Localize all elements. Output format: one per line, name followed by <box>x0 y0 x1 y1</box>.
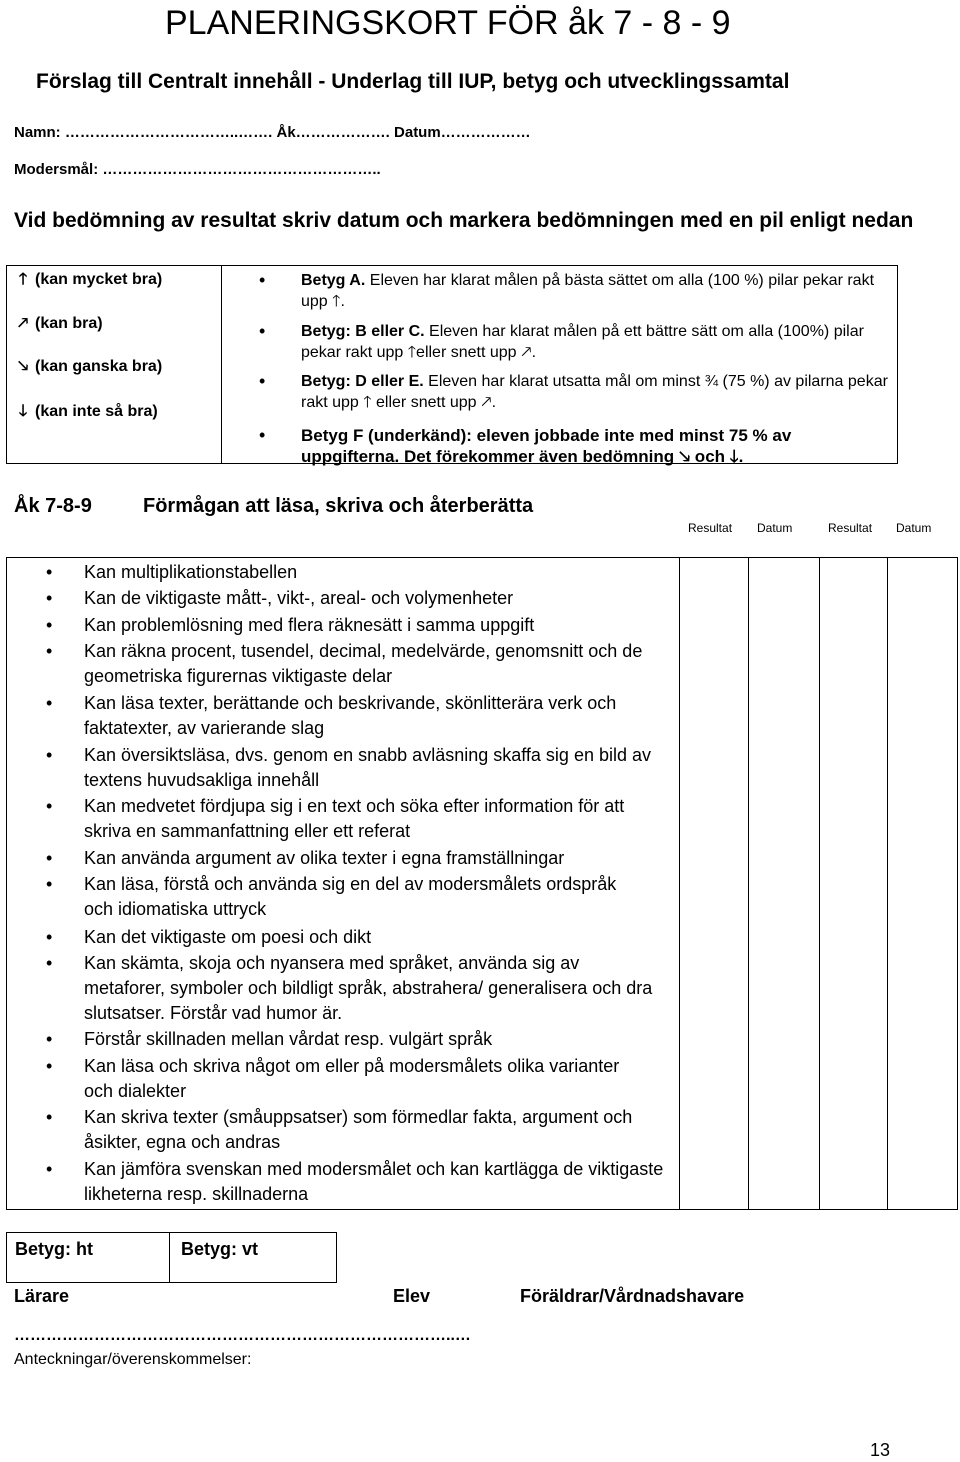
bullet-icon <box>46 613 52 638</box>
grade-boxes <box>6 1232 337 1283</box>
scale-item-very-good: 🡑 (kan mycket bra) <box>15 268 162 295</box>
teacher-signature-label: Lärare <box>14 1286 70 1306</box>
bullet-icon <box>46 1105 52 1130</box>
list-item: • Kan översiktsläsa, dvs. genom en snabb avläsning skaffa sig en bild av textens huvudsakliga innehåll <box>84 743 664 793</box>
arrow-down-icon: 🡓 <box>18 403 28 420</box>
grade-level-label: Åk 7-8-9 <box>14 495 92 517</box>
signature-line: ………………………………………………………………………..… <box>14 1327 471 1344</box>
arrow-up-right-icon: 🡕 <box>17 315 29 332</box>
list-item: • Kan räkna procent, tusendel, decimal, medelvärde, genomsnitt och de geometriska figurernas viktigaste delar <box>84 639 644 689</box>
name-field[interactable]: Namn: ……………………………..……. Åk………………. Datum……………… <box>14 124 531 141</box>
bullet-icon <box>46 846 52 871</box>
assessment-legend <box>6 265 898 464</box>
page-subtitle: Förslag till Centralt innehåll - Underlag till IUP, betyg och utvecklingssamtal <box>36 70 790 93</box>
guardian-signature-label: Föräldrar/Vårdnadshavare <box>520 1286 745 1306</box>
page-title: PLANERINGSKORT FÖR åk 7 - 8 - 9 <box>165 4 731 42</box>
column-header-result-1: Resultat <box>688 521 733 535</box>
bullet-icon <box>46 1157 52 1182</box>
grade-f: • Betyg F (underkänd): eleven jobbade inte med minst 75 % av uppgifterna. Det förekommer även bedömning 🡖 och 🡓. <box>301 425 891 467</box>
bullet-icon <box>46 691 52 716</box>
list-item: • Kan problemlösning med flera räknesätt i samma uppgift <box>84 613 664 638</box>
bullet-icon <box>259 270 265 292</box>
bullet-icon <box>259 371 265 393</box>
page-number: 13 <box>870 1440 891 1460</box>
grade-b-c: • Betyg: B eller C. Eleven har klarat målen på ett bättre sätt om alla (100%) pilar pekar rakt upp 🡑eller snett upp 🡕. <box>301 321 891 363</box>
bullet-icon <box>259 425 265 446</box>
list-item: • Kan jämföra svenskan med modersmålet och kan kartlägga de viktigaste likheterna resp. skillnaderna <box>84 1157 664 1207</box>
list-item: • Kan det viktigaste om poesi och dikt <box>84 925 664 950</box>
scale-item-fairly-good: 🡖 (kan ganska bra) <box>15 355 162 382</box>
list-item: • Kan de viktigaste mått-, vikt-, areal- och volymenheter <box>84 586 664 611</box>
list-item: • Kan använda argument av olika texter i egna framställningar <box>84 846 664 871</box>
column-header-date-1: Datum <box>757 521 793 535</box>
bullet-icon <box>46 951 52 976</box>
list-item: • Kan läsa, förstå och använda sig en del av modersmålets ordspråk och idiomatiska uttryck <box>84 872 644 922</box>
list-item: • Kan skriva texter (småuppsatser) som förmedlar fakta, argument och åsikter, egna och andras <box>84 1105 644 1155</box>
bullet-icon <box>259 321 265 343</box>
assessment-instruction: Vid bedömning av resultat skriv datum och markera bedömningen med en pil enligt nedan <box>14 209 914 232</box>
bullet-icon <box>46 743 52 768</box>
mother-tongue-field[interactable]: Modersmål: ……………………………………………….. <box>14 161 381 178</box>
bullet-icon <box>46 639 52 664</box>
scale-item-good: 🡕 (kan bra) <box>15 312 103 339</box>
list-item: • Kan multiplikationstabellen <box>84 560 664 585</box>
bullet-icon <box>46 1027 52 1052</box>
student-signature-label: Elev <box>393 1286 431 1306</box>
grade-autumn-label: Betyg: ht <box>15 1239 93 1259</box>
grade-d-e: • Betyg: D eller E. Eleven har klarat utsatta mål om minst ¾ (75 %) av pilarna pekar rakt upp 🡑 eller snett upp 🡕. <box>301 371 891 413</box>
bullet-icon <box>46 794 52 819</box>
list-item: • Kan läsa och skriva något om eller på modersmålets olika varianter och dialekter <box>84 1054 644 1104</box>
list-item: • Kan läsa texter, berättande och beskrivande, skönlitterära verk och faktatexter, av varierande slag <box>84 691 644 741</box>
grade-spring-label: Betyg: vt <box>181 1239 259 1259</box>
bullet-icon <box>46 586 52 611</box>
bullet-icon <box>46 560 52 585</box>
bullet-icon <box>46 1054 52 1079</box>
section-heading: Förmågan att läsa, skriva och återberätta <box>143 495 534 517</box>
list-item: • Kan skämta, skoja och nyansera med språket, använda sig av metaforer, symboler och bildligt språk, abstrahera/ generalisera och dra slutsatser. Förstår vad humor är. <box>84 951 654 1026</box>
column-header-result-2: Resultat <box>828 521 873 535</box>
list-item: • Kan medvetet fördjupa sig i en text och söka efter information för att skriva en sammanfattning eller ett referat <box>84 794 674 844</box>
bullet-icon <box>46 925 52 950</box>
notes-label: Anteckningar/överenskommelser: <box>14 1351 252 1368</box>
list-item: • Förstår skillnaden mellan vårdat resp. vulgärt språk <box>84 1027 664 1052</box>
arrow-up-icon: 🡑 <box>18 271 28 288</box>
bullet-icon <box>46 872 52 897</box>
column-header-date-2: Datum <box>896 521 932 535</box>
grade-a: • Betyg A. Eleven har klarat målen på bästa sättet om alla (100 %) pilar pekar rakt upp 🡑. <box>301 270 891 312</box>
arrow-down-right-icon: 🡖 <box>17 358 29 375</box>
scale-item-not-so-good: 🡓 (kan inte så bra) <box>15 400 158 427</box>
